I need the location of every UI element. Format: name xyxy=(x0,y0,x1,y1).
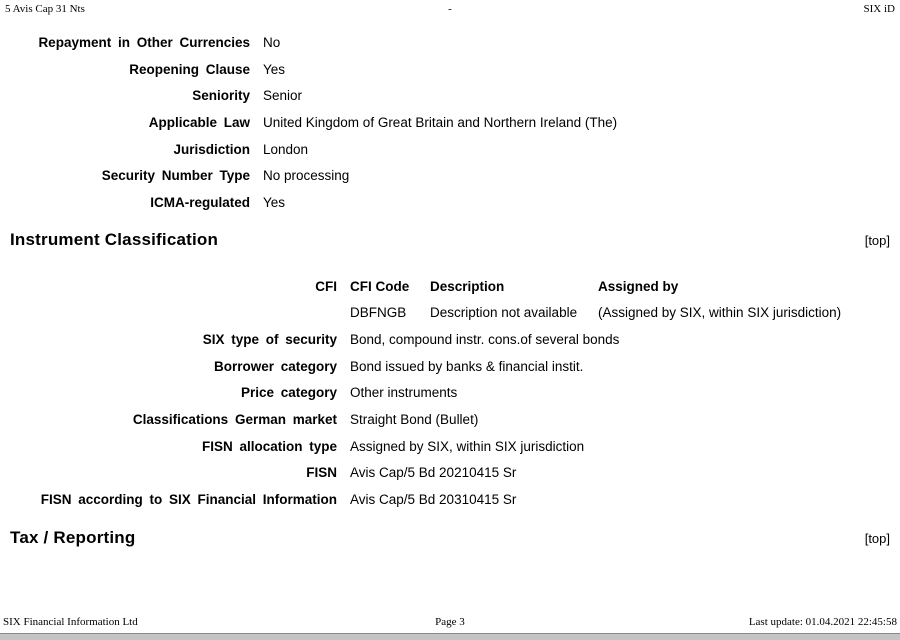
field-row xyxy=(0,486,900,513)
field-label: Jurisdiction xyxy=(173,141,250,157)
field-value: Straight Bond (Bullet) xyxy=(350,411,479,427)
field-label: FISN allocation type xyxy=(201,438,337,454)
field-label: FISN according to SIX Financial Information xyxy=(40,491,337,507)
document-title: 5 Avis Cap 31 Nts xyxy=(5,3,85,15)
window-bottom-edge xyxy=(0,633,900,640)
field-value: Yes xyxy=(263,194,286,210)
field-value: London xyxy=(263,141,309,157)
top-link[interactable]: [top] xyxy=(864,232,890,248)
product-name: SIX iD xyxy=(863,3,896,15)
field-label: ICMA-regulated xyxy=(150,194,250,210)
classification-fields-section xyxy=(0,326,900,513)
field-row xyxy=(0,459,900,486)
cfi-col-code: CFI Code xyxy=(350,278,410,294)
field-value: No xyxy=(263,34,281,50)
field-value: United Kingdom of Great Britain and Northern Ireland (The) xyxy=(263,114,618,130)
field-label: Seniority xyxy=(192,88,250,104)
field-row xyxy=(0,162,900,189)
field-row xyxy=(0,189,900,216)
footer-company: SIX Financial Information Ltd xyxy=(3,616,138,628)
field-value: No processing xyxy=(263,168,350,184)
field-value: Senior xyxy=(263,88,303,104)
page-header xyxy=(5,3,895,15)
field-value: Bond issued by banks & financial instit. xyxy=(350,358,584,374)
field-row xyxy=(0,353,900,380)
field-label: Price category xyxy=(240,385,337,401)
field-row xyxy=(0,136,900,163)
footer-last-update: Last update: 01.04.2021 22:45:58 xyxy=(748,616,897,628)
field-value: Avis Cap/5 Bd 20310415 Sr xyxy=(350,491,517,507)
field-row xyxy=(0,109,900,136)
field-label: CFI xyxy=(315,279,337,294)
cfi-table-row xyxy=(350,299,841,325)
cfi-table xyxy=(350,273,841,325)
field-value: Other instruments xyxy=(350,385,458,401)
cfi-description-value: Description not available xyxy=(430,304,578,320)
field-row xyxy=(0,326,900,353)
header-separator: - xyxy=(448,3,452,15)
page-footer xyxy=(3,616,897,628)
field-label: Classifications German market xyxy=(132,411,337,427)
field-label: Borrower category xyxy=(213,358,337,374)
field-row xyxy=(0,82,900,109)
cfi-table-header xyxy=(350,273,841,299)
field-label: Security Number Type xyxy=(101,168,250,184)
footer-page-number: Page 3 xyxy=(435,616,465,628)
field-value: Bond, compound instr. cons.of several bonds xyxy=(350,331,620,347)
section-heading-tax-reporting xyxy=(10,528,890,548)
section-title: Tax / Reporting xyxy=(10,528,136,547)
field-row xyxy=(0,433,900,460)
general-info-section xyxy=(0,29,900,216)
field-label: Reopening Clause xyxy=(129,61,250,77)
cfi-code-value: DBFNGB xyxy=(350,304,407,320)
field-row xyxy=(0,29,900,56)
field-label: Applicable Law xyxy=(148,114,250,130)
top-link[interactable]: [top] xyxy=(864,530,890,546)
section-title: Instrument Classification xyxy=(10,230,219,249)
field-label: FISN xyxy=(306,465,337,481)
field-value: Assigned by SIX, within SIX jurisdiction xyxy=(350,438,585,454)
section-heading-instrument-classification xyxy=(10,230,890,250)
cfi-assigned-by-value: (Assigned by SIX, within SIX jurisdiction) xyxy=(598,304,842,320)
field-row xyxy=(0,406,900,433)
cfi-col-assigned-by: Assigned by xyxy=(598,278,679,294)
cfi-block xyxy=(0,273,841,325)
cfi-col-description: Description xyxy=(430,278,505,294)
field-value: Yes xyxy=(263,61,286,77)
field-row xyxy=(0,379,900,406)
field-value: Avis Cap/5 Bd 20210415 Sr xyxy=(350,465,517,481)
field-label: Repayment in Other Currencies xyxy=(38,34,250,50)
field-label: SIX type of security xyxy=(202,331,337,347)
field-row xyxy=(0,56,900,83)
